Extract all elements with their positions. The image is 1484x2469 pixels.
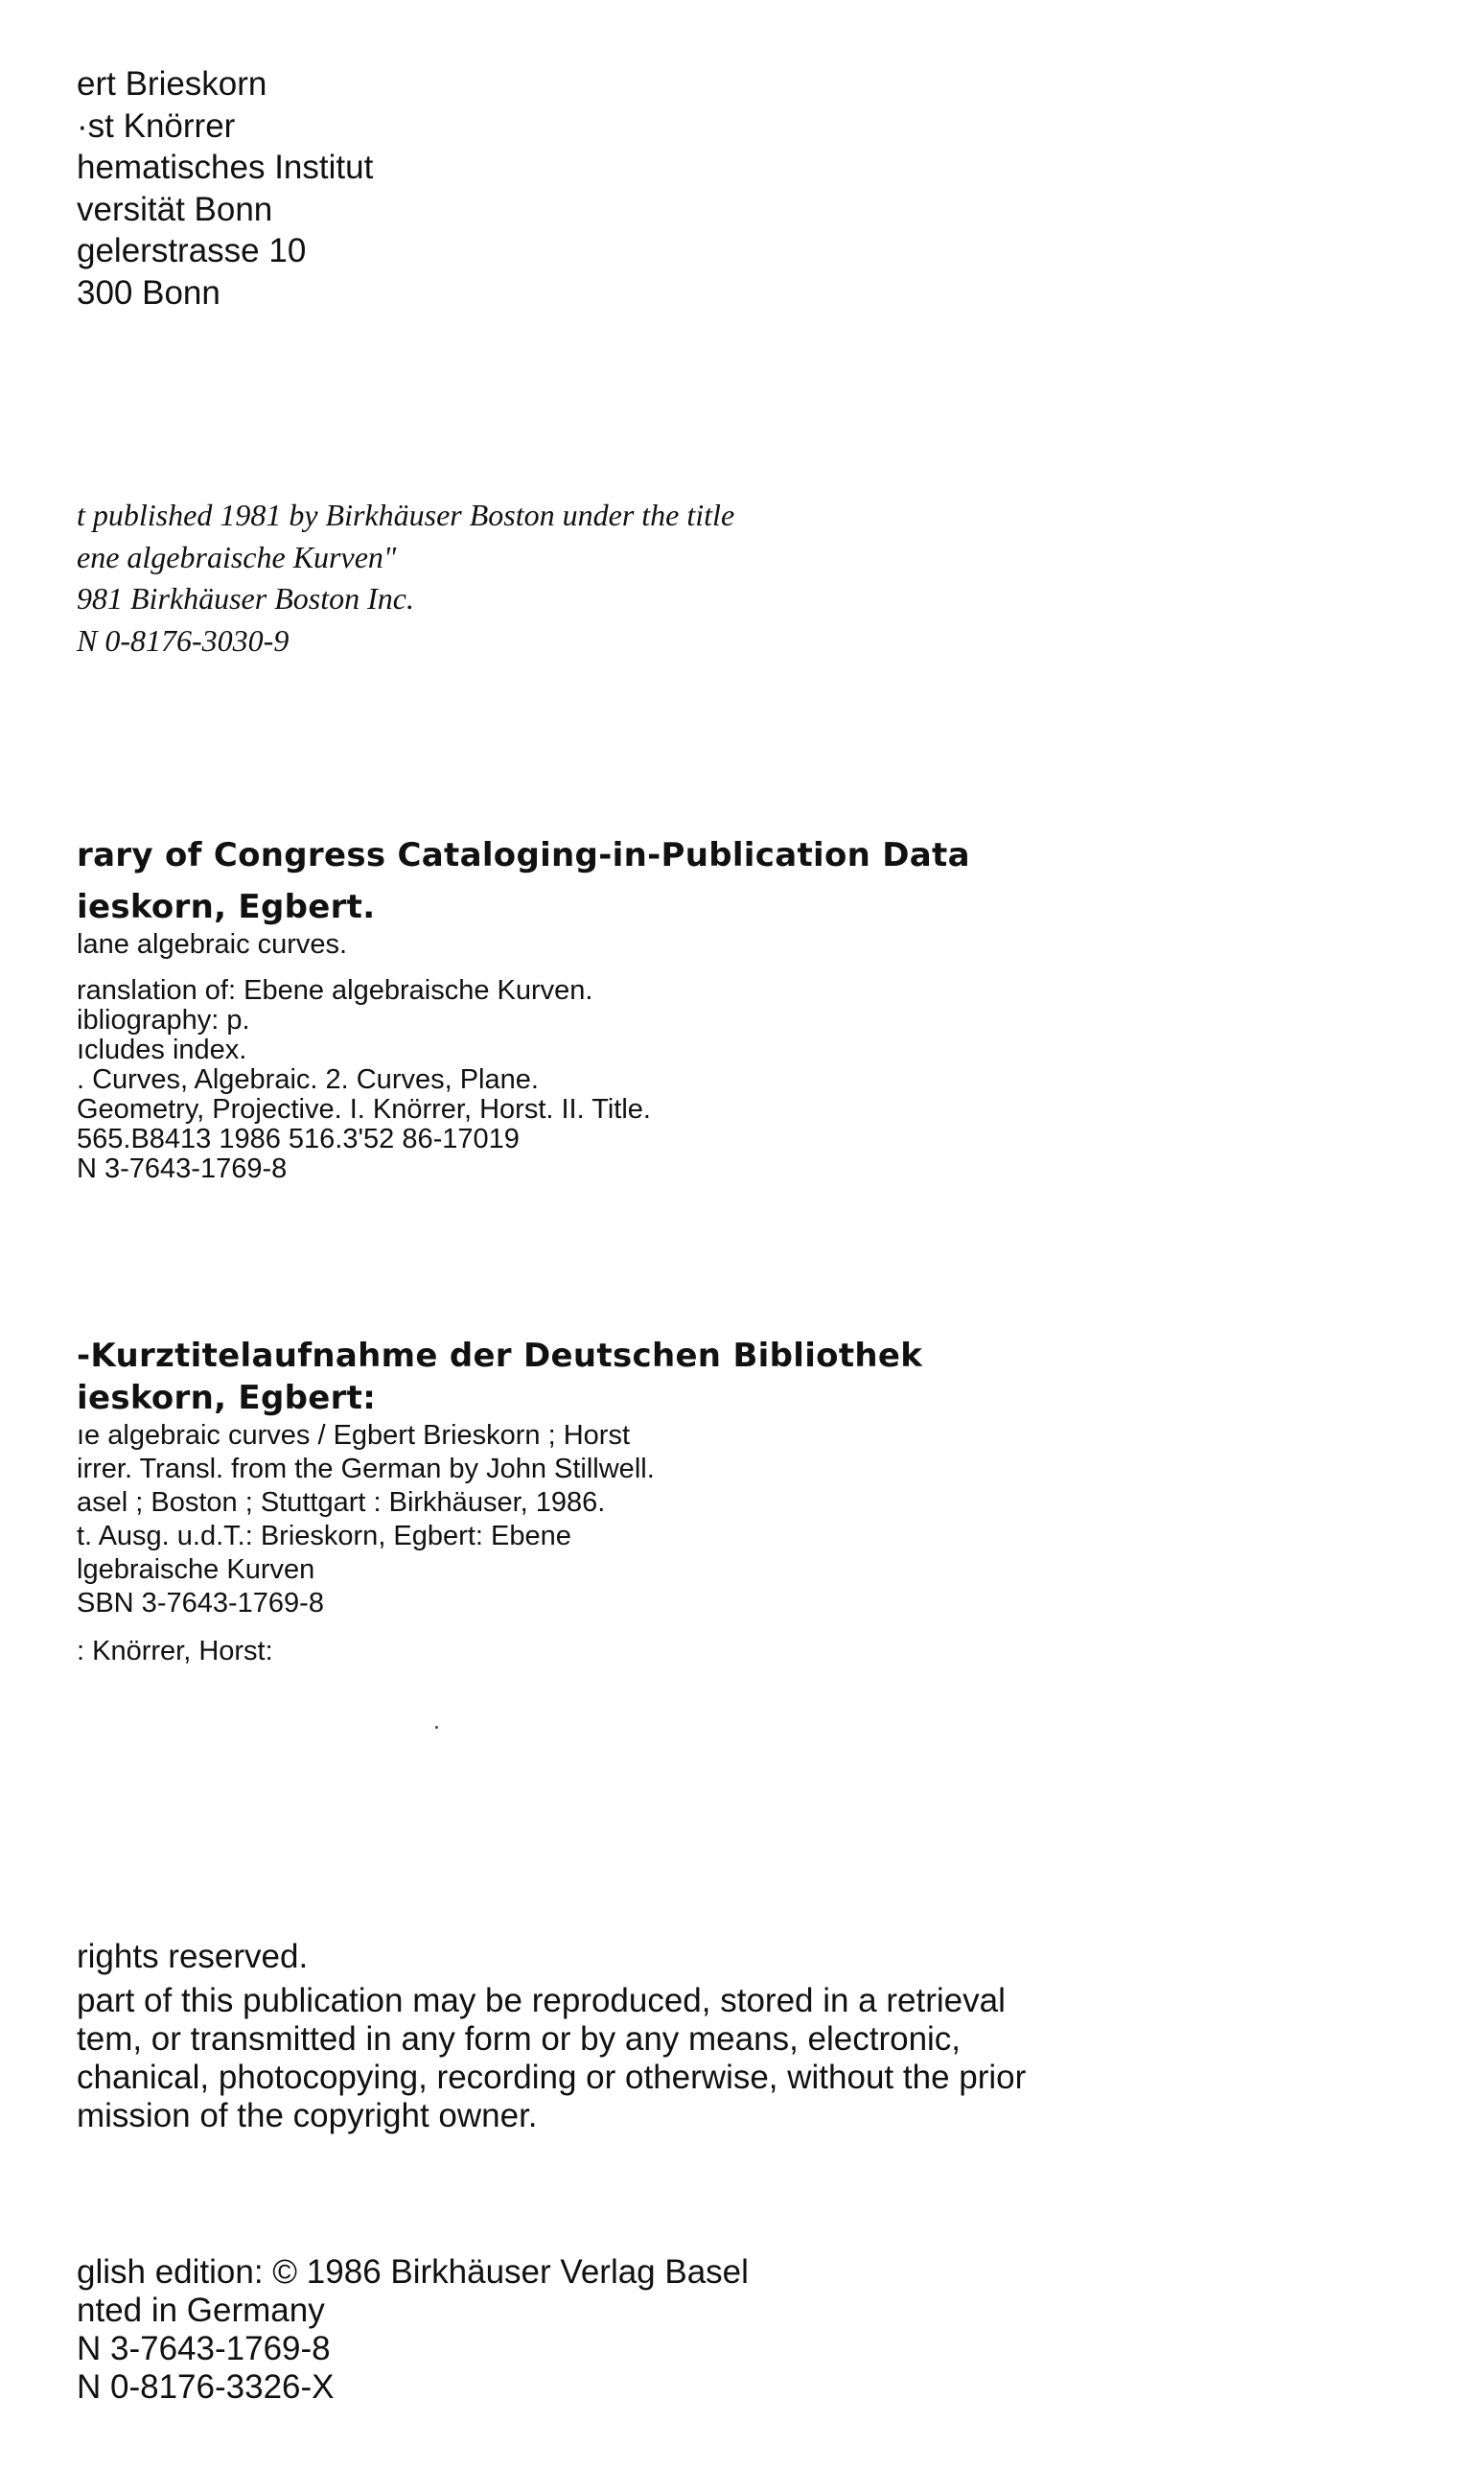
edition-line: nted in Germany [77,2292,325,2329]
edition-line: N 0-8176-3326-X [77,2368,335,2406]
loc-cip-title: lane algebraic curves. [77,929,348,960]
dnb-cip-entry: irrer. Transl. from the German by John Stillwell. [77,1454,655,1484]
author-address [77,63,373,314]
loc-cip-entry: . Curves, Algebraic. 2. Curves, Plane. [77,1064,539,1095]
deutsche-bibliothek-cip [77,1335,922,1667]
library-of-congress-cip [77,834,970,1184]
dnb-cip-entry: asel ; Boston ; Stuttgart : Birkhäuser, 1986. [77,1487,606,1518]
original-publication [77,495,734,662]
loc-cip-entries [77,976,970,1184]
edition-info [77,2253,749,2407]
dnb-cip-entries [77,1419,922,1620]
loc-cip-author: ieskorn, Egbert. [77,888,376,926]
original-publication-line: ene algebraische Kurven" [77,539,397,574]
address-line: versität Bonn [77,190,273,228]
address-line: gelerstrasse 10 [77,232,307,269]
dnb-cip-entry: SBN 3-7643-1769-8 [77,1588,324,1619]
loc-cip-entry: N 3-7643-1769-8 [77,1153,288,1184]
loc-cip-entry: Geometry, Projective. I. Knörrer, Horst. II. Title. [77,1094,651,1125]
edition-line: glish edition: © 1986 Birkhäuser Verlag Basel [77,2253,749,2291]
original-publication-line: N 0-8176-3030-9 [77,622,290,658]
address-line: hematisches Institut [77,149,374,186]
rights-line: part of this publication may be reproduced, stored in a retrieval [77,1982,1006,2019]
dnb-cip-entry: t. Ausg. u.d.T.: Brieskorn, Egbert: Ebene [77,1521,571,1551]
dnb-cip-author: ieskorn, Egbert: [77,1379,377,1417]
dnb-cip-heading: -Kurztitelaufnahme der Deutschen Bibliothek [77,1337,923,1375]
dnb-cip-entry: lgebraische Kurven [77,1554,315,1585]
rights-notice [77,1938,1026,2135]
loc-cip-entry: ranslation of: Ebene algebraische Kurven. [77,975,593,1006]
original-publication-line: 981 Birkhäuser Boston Inc. [77,581,414,616]
rights-line: tem, or transmitted in any form or by any means, electronic, [77,2020,962,2058]
rights-line: rights reserved. [77,1938,309,1975]
loc-cip-entry: ibliography: p. [77,1005,250,1036]
loc-cip-entry: ıcludes index. [77,1035,247,1065]
address-line: ·st Knörrer [77,106,236,145]
loc-cip-heading: rary of Congress Cataloging-in-Publication Data [77,836,970,874]
rights-line: chanical, photocopying, recording or otherwise, without the prior [77,2059,1027,2096]
rights-line: mission of the copyright owner. [77,2097,538,2134]
dnb-cip-note: : Knörrer, Horst: [77,1636,273,1666]
dnb-cip-entry: ıe algebraic curves / Egbert Brieskorn ; Horst [77,1420,631,1451]
loc-cip-entry: 565.B8413 1986 516.3'52 86-17019 [77,1124,520,1154]
address-line: ert Brieskorn [77,65,267,103]
address-line: 300 Bonn [77,273,220,312]
stray-mark [435,1726,438,1729]
original-publication-line: t published 1981 by Birkhäuser Boston under the title [77,498,735,532]
edition-line: N 3-7643-1769-8 [77,2330,331,2367]
